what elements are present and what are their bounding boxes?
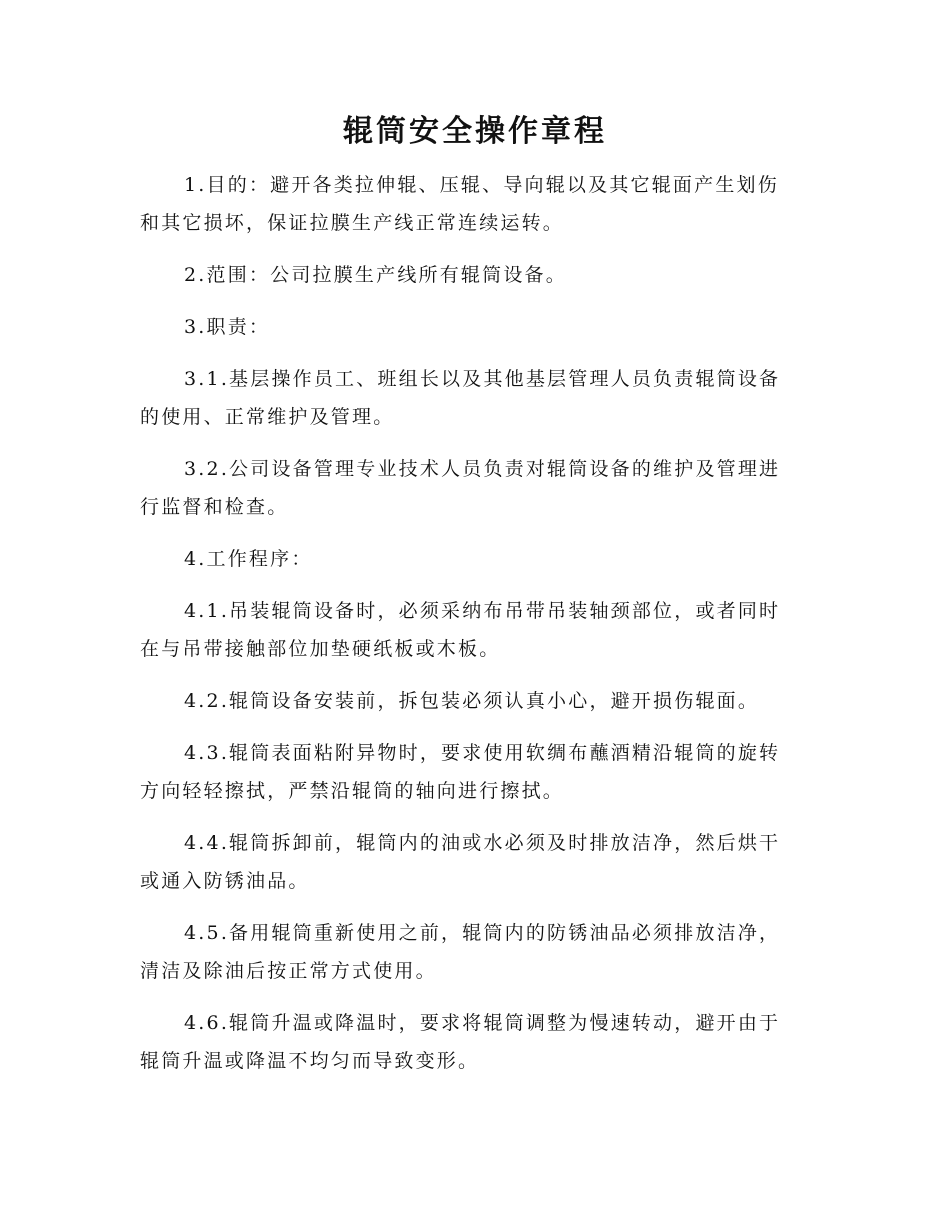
paragraph-scope: 2.范围：公司拉膜生产线所有辊筒设备。 [184, 264, 567, 286]
paragraph-purpose: 1.目的：避开各类拉伸辊、压辊、导向辊以及其它辊面产生划伤和其它损坏，保证拉膜生产线正常连续运转。 [140, 174, 779, 234]
paragraph-procedure-4-3: 4.3.辊筒表面粘附异物时，要求使用软绸布蘸酒精沿辊筒的旋转方向轻轻擦拭，严禁沿辊筒的轴向进行擦拭。 [140, 742, 781, 802]
paragraph-procedure-4-5: 4.5.备用辊筒重新使用之前，辊筒内的防锈油品必须排放洁净，清洁及除油后按正常方式使用。 [140, 922, 781, 982]
paragraph-work-procedure: 4.工作程序： [184, 548, 313, 570]
document-body [140, 166, 796, 1094]
paragraph-responsibility-3-1: 3.1.基层操作员工、班组长以及其他基层管理人员负责辊筒设备的使用、正常维护及管理。 [140, 368, 781, 428]
paragraph-responsibilities: 3.职责： [184, 316, 271, 338]
paragraph-procedure-4-6: 4.6.辊筒升温或降温时，要求将辊筒调整为慢速转动，避开由于辊筒升温或降温不均匀而导致变形。 [140, 1012, 781, 1072]
paragraph-procedure-4-1: 4.1.吊装辊筒设备时，必须采纳布吊带吊装轴颈部位，或者同时在与吊带接触部位加垫硬纸板或木板。 [140, 600, 781, 660]
paragraph-responsibility-3-2: 3.2.公司设备管理专业技术人员负责对辊筒设备的维护及管理进行监督和检查。 [140, 458, 781, 518]
document-title: 辊筒安全操作章程 [343, 114, 607, 149]
paragraph-procedure-4-4: 4.4.辊筒拆卸前，辊筒内的油或水必须及时排放洁净，然后烘干或通入防锈油品。 [140, 832, 781, 892]
paragraph-procedure-4-2: 4.2.辊筒设备安装前，拆包装必须认真小心，避开损伤辊面。 [184, 690, 760, 712]
